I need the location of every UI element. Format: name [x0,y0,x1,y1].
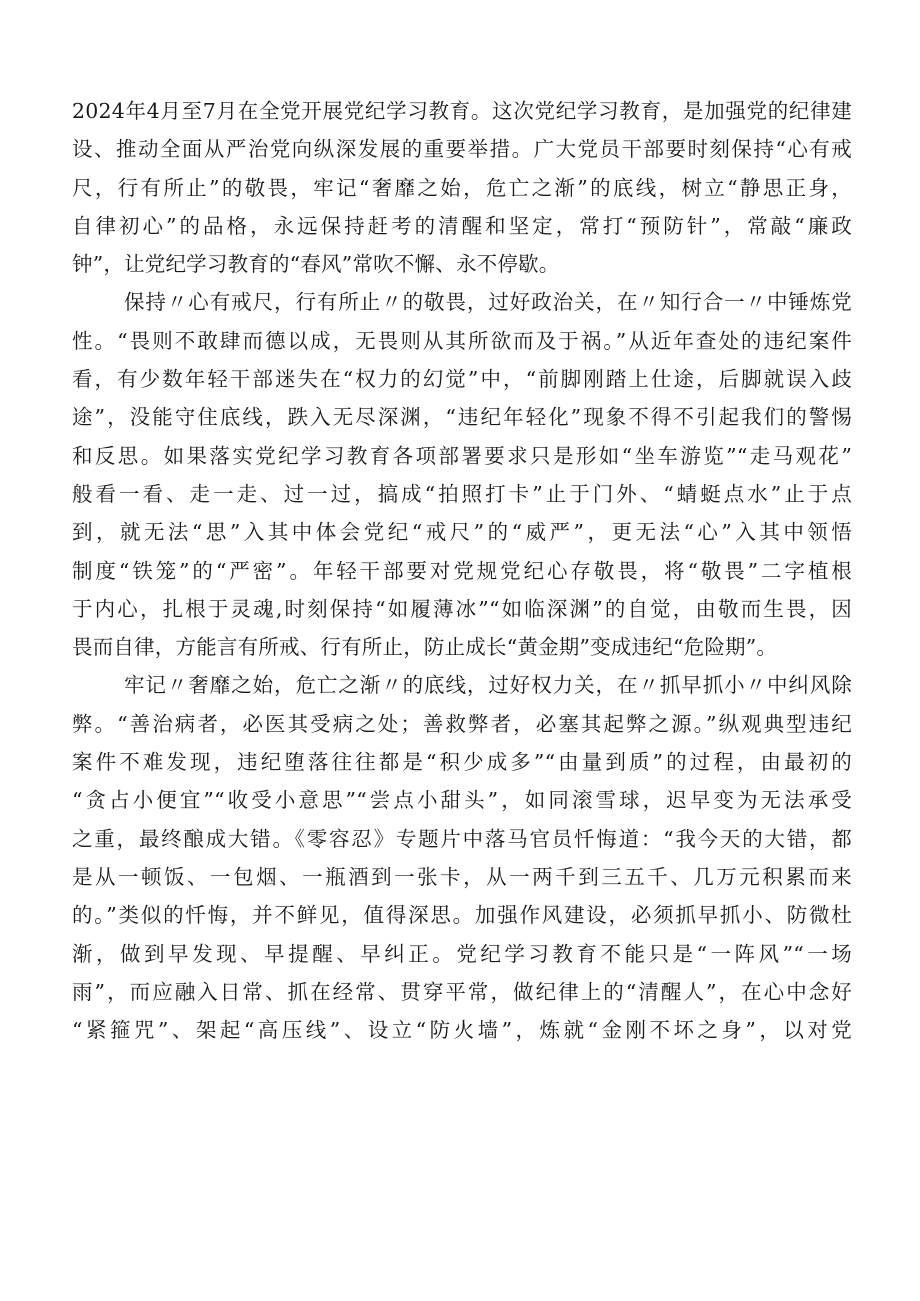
paragraph-political [72,283,852,666]
text-line: 制度“铁笼”的“严密”。年轻干部要对党规党纪心存敬畏，将“敬畏”二字植根 [72,558,852,583]
document-page [72,92,852,1049]
text-line: 尺，行有所止”的敬畏，牢记“奢靡之始，危亡之渐”的底线，树立“静思正身， [72,175,852,200]
text-line: 牢记〃奢靡之始，危亡之渐〃的底线，过好权力关，在〃抓早抓小〃中纠风除 [124,673,852,698]
text-line: “紧箍咒”、架起“高压线”、设立“防火墙”，炼就“金刚不坏之身”，以对党 [72,1018,852,1043]
text-line: 设、推动全面从严治党向纵深发展的重要举措。广大党员干部要时刻保持“心有戒 [72,137,852,162]
paragraph-power [72,666,852,1049]
text-line: 之重，最终酿成大错。《零容忍》专题片中落马官员忏悔道：“我今天的大错，都 [72,826,852,851]
text-line: 雨”，而应融入日常、抓在经常、贯穿平常，做纪律上的“清醒人”，在心中念好 [72,979,852,1004]
text-line: 于内心，扎根于灵魂,时刻保持“如履薄冰”“如临深渊”的自觉，由敬而生畏，因 [72,596,852,621]
text-line: 钟”，让党纪学习教育的“春风”常吹不懈、永不停歇。 [72,252,560,277]
text-line: 般看一看、走一走、过一过，搞成“拍照打卡”止于门外、“蜻蜓点水”止于点 [72,481,852,506]
text-line: 途”，没能守住底线，跌入无尽深渊，“违纪年轻化”现象不得不引起我们的警惕 [72,405,852,430]
text-line: 畏而自律，方能言有所戒、行有所止，防止成长“黄金期”变成违纪“危险期”。 [72,635,778,660]
text-line: 到，就无法“思”入其中体会党纪“戒尺”的“威严”，更无法“心”入其中领悟 [72,520,852,545]
text-line: 案件不难发现，违纪堕落往往都是“积少成多”“由量到质”的过程，由最初的 [72,750,852,775]
text-line: 的。”类似的忏悔，并不鲜见，值得深思。加强作风建设，必须抓早抓小、防微杜 [72,903,852,928]
text-line: 保持〃心有戒尺，行有所止〃的敬畏，过好政治关，在〃知行合一〃中锤炼党 [124,290,852,315]
text-line: 自律初心”的品格，永远保持赶考的清醒和坚定，常打“预防针”，常敲“廉政 [72,213,852,238]
paragraph-intro [72,92,852,283]
text-line: 性。“畏则不敢肆而德以成，无畏则从其所欲而及于祸。”从近年查处的违纪案件 [72,328,852,353]
text-line: 看，有少数年轻干部迷失在“权力的幻觉”中，“前脚刚踏上仕途，后脚就误入歧 [72,367,852,392]
text-line: 2024年4月至7月在全党开展党纪学习教育。这次党纪学习教育，是加强党的纪律建 [72,99,852,123]
text-line: 渐，做到早发现、早提醒、早纠正。党纪学习教育不能只是“一阵风”“一场 [72,941,852,966]
text-line: 和反思。如果落实党纪学习教育各项部署要求只是形如“坐车游览”“走马观花” [72,443,852,468]
text-line: “贪占小便宜”“收受小意思”“尝点小甜头”，如同滚雪球，迟早变为无法承受 [72,788,852,813]
text-line: 弊。“善治病者，必医其受病之处；善救弊者，必塞其起弊之源。”纵观典型违纪 [72,711,852,736]
text-line: 是从一顿饭、一包烟、一瓶酒到一张卡，从一两千到三五千、几万元积累而来 [72,864,852,889]
